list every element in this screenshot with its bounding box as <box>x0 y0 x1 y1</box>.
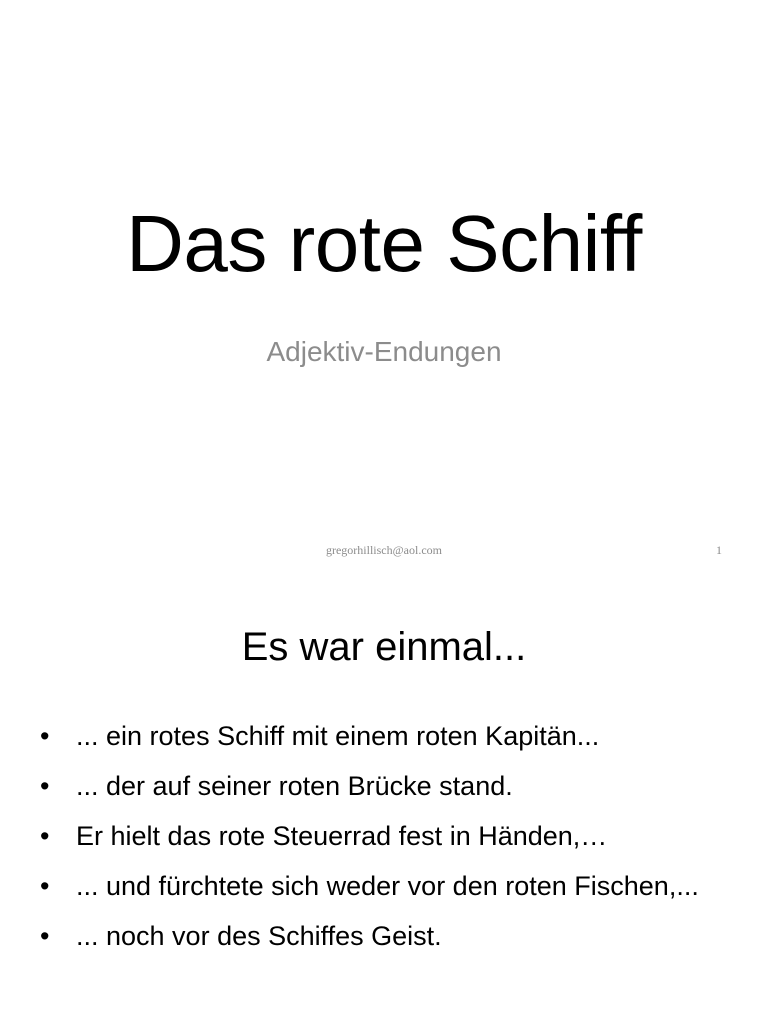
bullet-item: • ... der auf seiner roten Brücke stand. <box>36 766 726 806</box>
bullet-item: • ... ein rotes Schiff mit einem roten Kapitän... <box>36 716 726 756</box>
bullet-item: • Er hielt das rote Steuerrad fest in Händen,… <box>36 816 726 856</box>
page-number: 1 <box>716 543 722 557</box>
slide-subtitle: Adjektiv-Endungen <box>266 336 502 367</box>
content-slide-title: Es war einmal... <box>241 625 527 669</box>
bullet-item: • ... noch vor des Schiffes Geist. <box>36 916 726 956</box>
slide-title: Das rote Schiff <box>126 199 642 288</box>
content-slide <box>0 576 768 1024</box>
bullet-item: • ... und fürchtete sich weder vor den roten Fischen,... <box>36 866 726 906</box>
footer-email: gregorhillisch@aol.com <box>325 543 443 557</box>
bullet-list <box>36 716 726 966</box>
